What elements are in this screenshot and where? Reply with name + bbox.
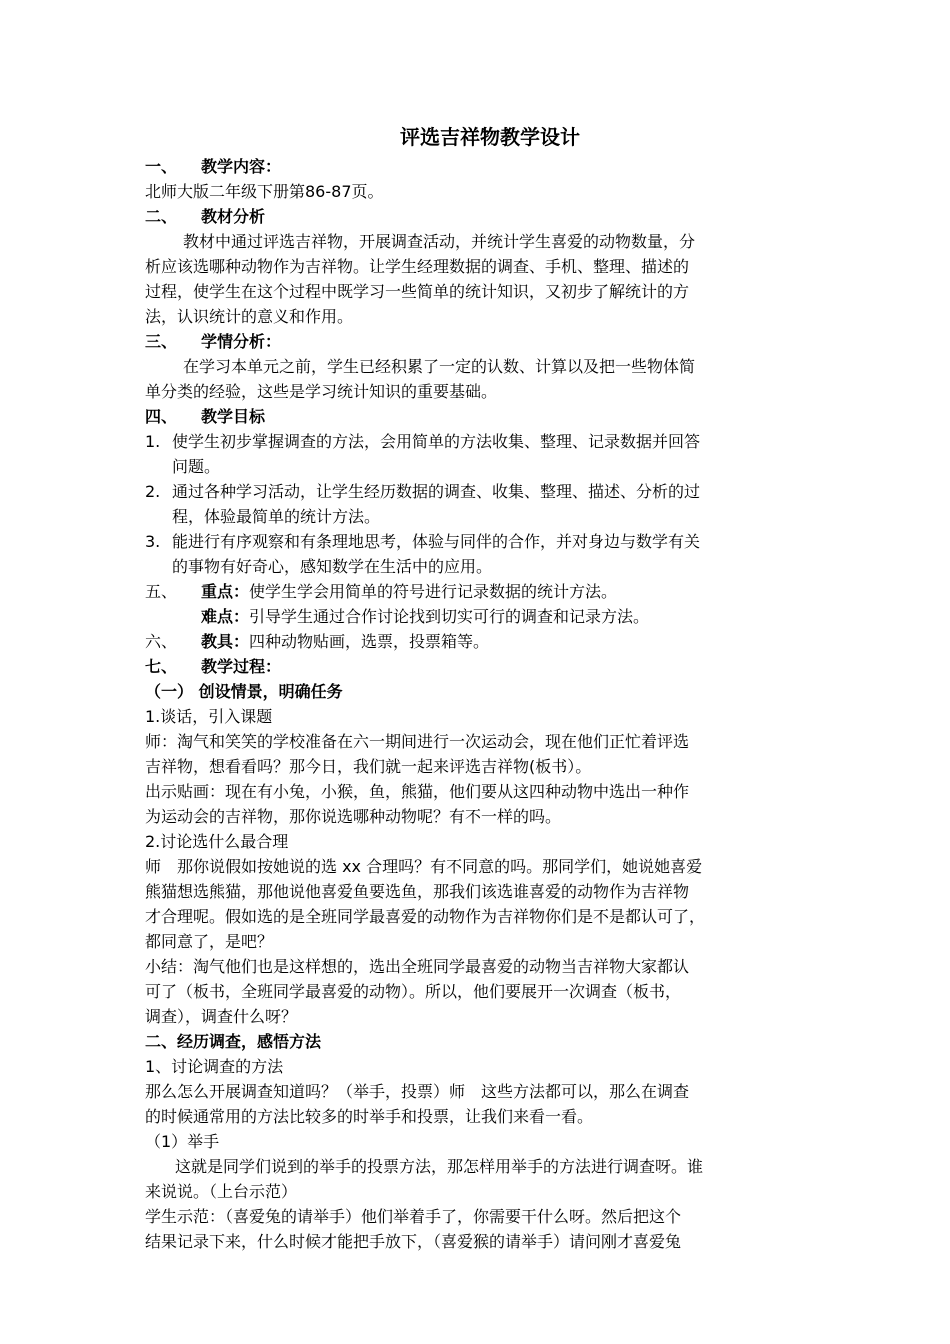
section-number: 七、	[145, 657, 178, 676]
paragraph-line: 才合理呢。假如选的是全班同学最喜爱的动物作为吉祥物你们是不是都认可了，	[145, 907, 706, 926]
paragraph-line: 结果记录下来，什么时候才能把手放下，（喜爱猴的请举手）请问刚才喜爱兔	[145, 1232, 682, 1251]
goal-item	[145, 429, 815, 479]
goal-item	[145, 529, 815, 579]
section-3-heading	[145, 329, 815, 354]
goal-number: 2.	[145, 482, 161, 501]
page-title: 评选吉祥物教学设计	[400, 125, 580, 149]
paragraph-line: 的时候通常用的方法比较多的时举手和投票，让我们来看一看。	[145, 1107, 594, 1126]
section-number: 一、	[145, 157, 178, 176]
paragraph-line: 调查），调查什么呀？	[145, 1007, 298, 1026]
paragraph-line: 教材中通过评选吉祥物，开展调查活动，并统计学生喜爱的动物数量，分	[183, 232, 696, 251]
section-number: 二、	[145, 207, 178, 226]
paragraph-line: 过程，使学生在这个过程中既学习一些简单的统计知识，又初步了解统计的方	[145, 282, 690, 301]
section-2-heading	[145, 204, 815, 229]
paragraph-line: 析应该选哪种动物作为吉祥物。让学生经理数据的调查、手机、整理、描述的	[145, 257, 690, 276]
key-label: 重点：	[201, 582, 250, 601]
paragraph-line: 那么怎么开展调查知道吗？（举手，投票）师 这些方法都可以，那么在调查	[145, 1082, 690, 1101]
step-heading: 1、讨论调查的方法	[145, 1057, 284, 1076]
section-title: 教材分析	[201, 207, 266, 226]
goal-line: 程，体验最简单的统计方法。	[172, 507, 381, 526]
paragraph-line: 可了（板书，全班同学最喜爱的动物）。所以，他们要展开一次调查（板书，	[145, 982, 682, 1001]
sub-step-heading: （1）举手	[145, 1132, 220, 1151]
section-7-heading	[145, 654, 815, 679]
section-5-difficulty	[145, 604, 815, 629]
part-2-heading: 二、经历调查，感悟方法	[145, 1032, 322, 1051]
section-6	[145, 629, 815, 654]
paragraph-line: 来说说。（上台示范）	[145, 1182, 298, 1201]
section-title: 教学内容：	[201, 157, 282, 176]
goal-line: 问题。	[172, 457, 221, 476]
difficulty-label: 难点：	[201, 607, 250, 626]
paragraph-line: 学生示范：（喜爱兔的请举手）他们举着手了，你需要干什么呀。然后把这个	[145, 1207, 682, 1226]
goal-line: 使学生初步掌握调查的方法，会用简单的方法收集、整理、记录数据并回答	[172, 432, 701, 451]
goal-number: 1.	[145, 432, 161, 451]
part-1-heading: （一） 创设情景，明确任务	[145, 682, 343, 701]
paragraph-line: 师 那你说假如按她说的选 xx 合理吗？有不同意的吗。那同学们，她说她喜爱	[145, 857, 703, 876]
section-5-key	[145, 579, 815, 604]
section-number: 六、	[145, 632, 178, 651]
section-4-heading	[145, 404, 815, 429]
difficulty-text: 引导学生通过合作讨论找到切实可行的调查和记录方法。	[249, 607, 650, 626]
goal-number: 3.	[145, 532, 161, 551]
paragraph-line: 熊猫想选熊猫，那他说他喜爱鱼要选鱼，那我们该选谁喜爱的动物作为吉祥物	[145, 882, 690, 901]
paragraph-line: 在学习本单元之前，学生已经积累了一定的认数、计算以及把一些物体简	[183, 357, 696, 376]
paragraph-line: 小结：淘气他们也是这样想的，选出全班同学最喜爱的动物当吉祥物大家都认	[145, 957, 690, 976]
section-title: 学情分析：	[201, 332, 282, 351]
step-heading: 2.讨论选什么最合理	[145, 832, 289, 851]
paragraph-line: 法，认识统计的意义和作用。	[145, 307, 354, 326]
goal-line: 通过各种学习活动，让学生经历数据的调查、收集、整理、描述、分析的过	[172, 482, 701, 501]
tools-label: 教具：	[201, 632, 250, 651]
paragraph-line: 单分类的经验，这些是学习统计知识的重要基础。	[145, 382, 498, 401]
goal-item	[145, 479, 815, 529]
section-1-heading	[145, 154, 815, 179]
paragraph-line: 师：淘气和笑笑的学校准备在六一期间进行一次运动会，现在他们正忙着评选	[145, 732, 690, 751]
section-1-text: 北师大版二年级下册第86-87页。	[145, 182, 384, 201]
paragraph-line: 都同意了，是吧？	[145, 932, 274, 951]
step-heading: 1.谈话，引入课题	[145, 707, 273, 726]
paragraph-line: 为运动会的吉祥物，那你说选哪种动物呢？有不一样的吗。	[145, 807, 562, 826]
document-page	[145, 120, 815, 1254]
section-title: 教学过程：	[201, 657, 282, 676]
paragraph-line: 出示贴画：现在有小兔，小猴，鱼，熊猫，他们要从这四种动物中选出一种作	[145, 782, 690, 801]
section-number: 五、	[145, 582, 178, 601]
paragraph-line: 吉祥物，想看看吗？那今日，我们就一起来评选吉祥物(板书）。	[145, 757, 592, 776]
goal-line: 能进行有序观察和有条理地思考，体验与同伴的合作，并对身边与数学有关	[172, 532, 701, 551]
section-number: 三、	[145, 332, 178, 351]
goal-line: 的事物有好奇心，感知数学在生活中的应用。	[172, 557, 493, 576]
section-title: 教学目标	[201, 407, 266, 426]
key-text: 使学生学会用简单的符号进行记录数据的统计方法。	[249, 582, 618, 601]
tools-text: 四种动物贴画，选票，投票箱等。	[249, 632, 490, 651]
paragraph-line: 这就是同学们说到的举手的投票方法，那怎样用举手的方法进行调查呀。谁	[175, 1157, 704, 1176]
section-number: 四、	[145, 407, 178, 426]
